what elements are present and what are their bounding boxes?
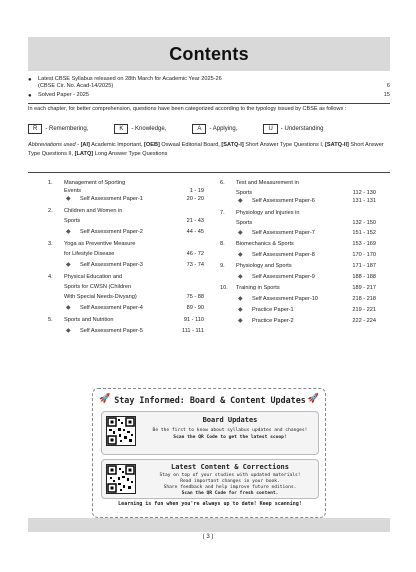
diamond-icon: ◆: [238, 318, 243, 324]
sub-pages: 170 - 170: [352, 252, 376, 258]
stay-informed-panel: [92, 388, 326, 518]
sub-pages: 151 - 152: [352, 230, 376, 236]
card-line: Stay on top of your studies with updated materials!: [159, 473, 301, 478]
chapter-pages: 171 - 187: [352, 263, 376, 269]
sub-title: Self Assessment Paper-4: [80, 305, 143, 311]
legend-code: A: [192, 124, 206, 134]
abbr-prefix: Abbreviations used -: [28, 142, 81, 148]
sub-title: Self Assessment Paper-5: [80, 328, 143, 334]
sub-title: Practice Paper-2: [252, 318, 294, 324]
diamond-icon: ◆: [238, 296, 243, 302]
chapter-number: 4.: [48, 274, 53, 280]
chapter-pages: 153 - 169: [352, 241, 376, 247]
sub-pages: 218 - 218: [352, 296, 376, 302]
chapter-title: Physiology and Sports: [236, 263, 292, 269]
chapter-number: 6.: [220, 180, 225, 186]
bullet-icon: ●: [28, 77, 32, 83]
sub-pages: 219 - 221: [352, 307, 376, 313]
chapter-number: 5.: [48, 317, 53, 323]
chapter-pages: 21 - 43: [186, 218, 204, 224]
chapter-pages: 112 - 130: [352, 190, 376, 196]
diamond-icon: ◆: [66, 262, 71, 268]
toc-practice-paper-2[interactable]: [220, 317, 376, 328]
bullet-icon: ●: [28, 93, 32, 99]
abbr-satq1-text: Short Answer Type Questions I,: [243, 142, 326, 148]
abbr-oeb: [OEB]: [144, 142, 160, 148]
top-entries: [28, 76, 390, 101]
sub-pages: 89 - 90: [186, 305, 204, 311]
diamond-icon: ◆: [66, 328, 71, 334]
chapter-pages: 132 - 150: [352, 220, 376, 226]
intro-text: In each chapter, for better comprehension, questions have been categorized according to the typology issued by CBSE as follows :: [28, 106, 347, 112]
sub-title: Self Assessment Paper-6: [252, 198, 315, 204]
sub-title: Self Assessment Paper-8: [252, 252, 315, 258]
panel-title: Stay Informed: Board & Content Updates: [114, 395, 306, 405]
chapter-pages: 91 - 110: [183, 317, 204, 323]
card-heading: Board Updates: [202, 416, 258, 424]
chapter-pages: 189 - 217: [352, 285, 376, 291]
chapter-title-2: Sports: [64, 218, 81, 224]
rocket-icon: 🚀: [99, 393, 111, 403]
chapter-pages: 75 - 88: [186, 294, 204, 300]
toc-self-assessment-4[interactable]: [48, 304, 204, 314]
top-entry-text: Latest CBSE Syllabus released on 28th March for Academic Year 2025-26: [38, 76, 222, 82]
chapter-number: 1.: [48, 180, 53, 186]
sub-title: Self Assessment Paper-2: [80, 229, 143, 235]
chapter-number: 8.: [220, 241, 225, 247]
toc-chapter-3[interactable]: [48, 238, 204, 261]
sub-title: Self Assessment Paper-1: [80, 196, 143, 202]
legend-label: - Applying,: [209, 126, 238, 132]
top-entry-text: Solved Paper - 2025: [38, 92, 89, 98]
sub-title: Self Assessment Paper-7: [252, 230, 315, 236]
diamond-icon: ◆: [238, 252, 243, 258]
chapter-title: Management of Sporting: [64, 180, 126, 186]
legend-label: - Understanding: [280, 126, 324, 132]
diamond-icon: ◆: [66, 305, 71, 311]
toc-self-assessment-1[interactable]: [48, 195, 204, 205]
chapter-title: Physical Education and: [64, 274, 123, 280]
sub-pages: 111 - 111: [182, 328, 204, 334]
toc-chapter-8[interactable]: [220, 240, 376, 251]
board-updates-card: [101, 411, 319, 455]
chapter-title-2: for Lifestyle Disease: [64, 251, 115, 257]
chapter-number: 9.: [220, 263, 225, 269]
legend-understanding: [263, 124, 323, 134]
legend-knowledge: [114, 124, 166, 134]
chapter-number: 10.: [220, 285, 228, 291]
sub-pages: 20 - 20: [186, 196, 204, 202]
chapter-title: Biomechanics & Sports: [236, 241, 294, 247]
top-entry-syllabus[interactable]: [28, 76, 390, 90]
legend-label: - Knowledge,: [131, 126, 167, 132]
toc-chapter-2[interactable]: [48, 205, 204, 228]
sub-title: Self Assessment Paper-3: [80, 262, 143, 268]
chapter-title: Physiology and Injuries in: [236, 210, 300, 216]
toc-self-assessment-7[interactable]: [220, 229, 376, 240]
divider: [28, 172, 390, 173]
sub-pages: 222 - 224: [352, 318, 376, 324]
page-title: Contents: [169, 43, 249, 64]
toc-self-assessment-3[interactable]: [48, 261, 204, 271]
abbr-ai: [AI]: [80, 142, 90, 148]
legend-code: R: [28, 124, 42, 134]
typology-legend: [28, 124, 390, 134]
panel-footer-note: Learning is fun when you're always up to date! Keep scanning!: [118, 501, 302, 507]
chapter-title: Test and Measurement in: [236, 180, 299, 186]
chapter-title: Sports and Nutrition: [64, 317, 114, 323]
toc-chapter-6[interactable]: [220, 179, 376, 195]
diamond-icon: ◆: [238, 230, 243, 236]
toc-chapter-7[interactable]: [220, 207, 376, 229]
chapter-title-2: Sports for CWSN (Children: [64, 284, 132, 290]
toc-chapter-10[interactable]: [220, 284, 376, 295]
diamond-icon: ◆: [238, 307, 243, 313]
abbr-latq-text: Long Answer Type Questions: [93, 150, 168, 157]
chapter-title-3: With Special Needs-Divyang): [64, 294, 137, 300]
contents-title-bar: [28, 37, 390, 71]
legend-applying: [192, 124, 237, 134]
card-heading: Latest Content & Corrections: [170, 463, 289, 471]
sub-pages: 188 - 188: [352, 274, 376, 280]
toc-chapter-4[interactable]: [48, 271, 204, 304]
card-line: Scan the QR Code to get the latest scoop!: [173, 435, 287, 440]
toc-chapter-1[interactable]: [48, 179, 204, 195]
toc-chapter-5[interactable]: [48, 314, 204, 327]
legend-code: K: [114, 124, 128, 134]
top-entry-text-2: (CBSE Cir. No. Acad-14/2025): [38, 83, 114, 89]
toc-self-assessment-5[interactable]: [48, 327, 204, 337]
chapter-pages: 46 - 72: [186, 251, 204, 257]
sub-pages: 73 - 74: [186, 262, 204, 268]
qr-code-icon[interactable]: [106, 416, 136, 446]
page-number: ( 3 ): [202, 534, 214, 540]
sub-title: Practice Paper-1: [252, 307, 294, 313]
abbr-latq: [LATQ]: [74, 150, 94, 157]
diamond-icon: ◆: [238, 198, 243, 204]
sub-title: Self Assessment Paper-10: [252, 296, 318, 302]
abbr-oeb-text: Oswaal Editorial Board,: [159, 142, 222, 148]
top-entry-page: 6: [386, 83, 390, 89]
abbr-satq2-text: Short Answer Type Questions II,: [28, 142, 384, 157]
diamond-icon: ◆: [66, 229, 71, 235]
card-line: Be the first to know about syllabus updates and changes!: [152, 428, 308, 433]
abbr-satq1: [SATQ-I]: [221, 142, 244, 148]
abbr-ai-text: Academic Important,: [89, 142, 144, 148]
chapter-title: Yoga as Preventive Measure: [64, 241, 136, 247]
legend-label: - Remembering,: [45, 126, 89, 132]
toc-chapter-9[interactable]: [220, 262, 376, 273]
chapter-number: 7.: [220, 210, 225, 216]
toc-self-assessment-2[interactable]: [48, 228, 204, 238]
toc-self-assessment-9[interactable]: [220, 273, 376, 284]
toc-self-assessment-8[interactable]: [220, 251, 376, 262]
chapter-title: Children and Women in: [64, 208, 123, 214]
card-line: Read important changes in your book.: [180, 479, 280, 484]
abbr-satq2: [SATQ-II]: [325, 142, 349, 148]
sub-pages: 44 - 45: [186, 229, 204, 235]
toc-self-assessment-6[interactable]: [220, 195, 376, 207]
top-entry-solved-paper[interactable]: [28, 92, 390, 99]
diamond-icon: ◆: [66, 196, 71, 202]
sub-pages: 131 - 131: [352, 198, 376, 204]
card-line: Share feedback and help improve future editions.: [163, 485, 297, 490]
chapter-pages: 1 - 19: [189, 188, 204, 194]
toc-practice-paper-1[interactable]: [220, 306, 376, 317]
divider: [28, 103, 390, 104]
abbreviations: [28, 141, 390, 158]
chapter-title-2: Events: [64, 188, 82, 194]
chapter-number: 3.: [48, 241, 53, 247]
qr-code-icon[interactable]: [106, 464, 136, 494]
top-entry-page: 15: [383, 92, 390, 98]
sub-title: Self Assessment Paper-9: [252, 274, 315, 280]
card-line: Scan the QR Code for fresh content.: [181, 491, 279, 496]
toc-self-assessment-10[interactable]: [220, 295, 376, 306]
toc-left-column: [48, 179, 204, 337]
footer-bar: [28, 518, 390, 532]
chapter-title-2: Sports: [236, 220, 253, 226]
rocket-icon: 🚀: [307, 393, 319, 403]
chapter-title-2: Sports: [236, 190, 253, 196]
toc-right-column: [220, 179, 376, 328]
latest-content-card: [101, 459, 319, 499]
legend-code: U: [263, 124, 277, 134]
legend-remembering: [28, 124, 88, 134]
chapter-number: 2.: [48, 208, 53, 214]
chapter-title: Training in Sports: [236, 285, 280, 291]
diamond-icon: ◆: [238, 274, 243, 280]
